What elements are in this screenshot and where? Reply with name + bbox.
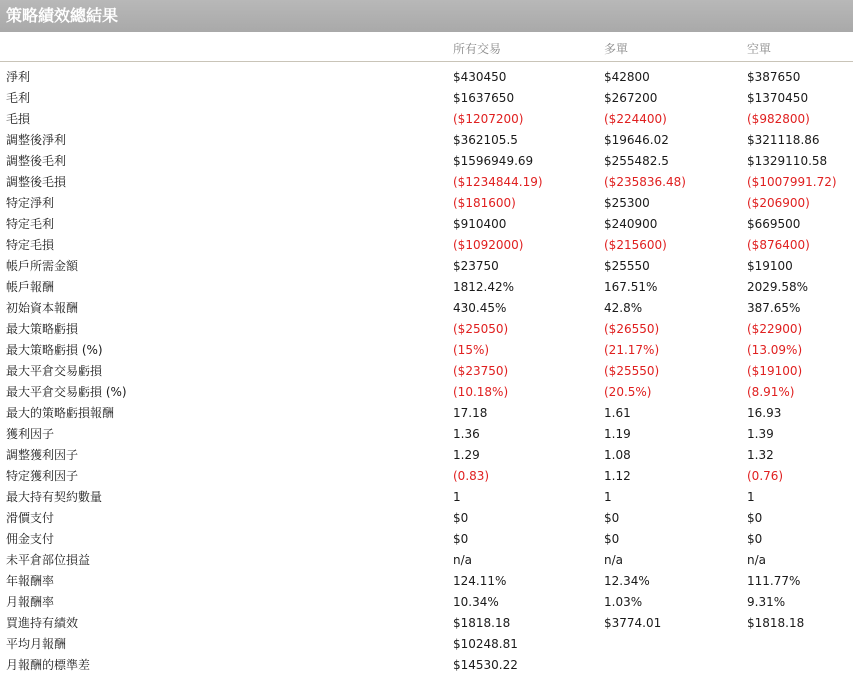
cell-short: $321118.86 — [747, 133, 820, 147]
table-row — [0, 109, 853, 130]
cell-long: (20.5%) — [604, 385, 652, 399]
table-row — [0, 382, 853, 403]
row-label: 特定毛損 — [6, 238, 55, 252]
column-header-long: 多單 — [604, 42, 629, 56]
cell-short: $0 — [747, 532, 763, 546]
cell-short: 16.93 — [747, 406, 782, 420]
cell-all-trades: $23750 — [453, 259, 499, 273]
table-row — [0, 88, 853, 109]
cell-all-trades: $362105.5 — [453, 133, 518, 147]
table-row — [0, 151, 853, 172]
cell-long: $255482.5 — [604, 154, 669, 168]
page-title: 策略績效總結果 — [6, 6, 119, 25]
table-row — [0, 634, 853, 655]
cell-all-trades: $1637650 — [453, 91, 515, 105]
cell-short: $0 — [747, 511, 763, 525]
cell-long: $0 — [604, 532, 620, 546]
row-label: 最大的策略虧損報酬 — [6, 406, 115, 420]
cell-all-trades: 1.29 — [453, 448, 480, 462]
cell-long: $240900 — [604, 217, 658, 231]
table-row — [0, 655, 853, 676]
cell-all-trades: $1818.18 — [453, 616, 511, 630]
column-header-row — [0, 32, 853, 62]
cell-all-trades: (0.83) — [453, 469, 490, 483]
row-label: 毛利 — [6, 91, 31, 105]
cell-short: 2029.58% — [747, 280, 809, 294]
table-row — [0, 277, 853, 298]
row-label: 特定獲利因子 — [6, 469, 79, 483]
row-label: 未平倉部位損益 — [6, 553, 91, 567]
cell-all-trades: $10248.81 — [453, 637, 518, 651]
table-row — [0, 508, 853, 529]
column-header-short: 空單 — [747, 42, 772, 56]
cell-long: $19646.02 — [604, 133, 669, 147]
row-label: 最大策略虧損 — [6, 322, 79, 336]
row-label: 初始資本報酬 — [6, 301, 79, 315]
row-label: 年報酬率 — [6, 574, 55, 588]
row-label: 月報酬的標準差 — [6, 658, 91, 672]
cell-short: (0.76) — [747, 469, 784, 483]
row-label: 佣金支付 — [6, 532, 55, 546]
table-row — [0, 214, 853, 235]
cell-all-trades: 17.18 — [453, 406, 488, 420]
cell-short: $19100 — [747, 259, 793, 273]
cell-long: $42800 — [604, 70, 650, 84]
cell-long: $25550 — [604, 259, 650, 273]
row-label: 調整後淨利 — [6, 133, 67, 147]
cell-all-trades: 1.36 — [453, 427, 480, 441]
cell-long: ($224400) — [604, 112, 667, 126]
cell-short: $669500 — [747, 217, 801, 231]
cell-short: 387.65% — [747, 301, 801, 315]
table-row — [0, 445, 853, 466]
cell-all-trades: $14530.22 — [453, 658, 518, 672]
table-row — [0, 340, 853, 361]
cell-long: ($235836.48) — [604, 175, 686, 189]
cell-long: $3774.01 — [604, 616, 662, 630]
performance-table — [0, 67, 853, 676]
cell-long: $0 — [604, 511, 620, 525]
cell-short: (8.91%) — [747, 385, 795, 399]
cell-long: (21.17%) — [604, 343, 660, 357]
row-label: 調整後毛利 — [6, 154, 67, 168]
cell-short: 1.32 — [747, 448, 774, 462]
row-label: 月報酬率 — [6, 595, 55, 609]
row-label: 帳戶報酬 — [6, 280, 55, 294]
row-label: 最大平倉交易虧損 — [6, 364, 103, 378]
cell-short: (13.09%) — [747, 343, 803, 357]
cell-all-trades: $1596949.69 — [453, 154, 534, 168]
cell-long: 1.19 — [604, 427, 631, 441]
row-label: 毛損 — [6, 112, 31, 126]
cell-all-trades: 430.45% — [453, 301, 507, 315]
row-label: 買進持有績效 — [6, 616, 79, 630]
table-row — [0, 235, 853, 256]
row-label: 獲利因子 — [6, 427, 55, 441]
title-bar — [0, 0, 853, 32]
cell-short: $387650 — [747, 70, 801, 84]
table-row — [0, 529, 853, 550]
cell-short: 1 — [747, 490, 755, 504]
cell-all-trades: ($1234844.19) — [453, 175, 543, 189]
cell-short: ($206900) — [747, 196, 810, 210]
cell-long: ($25550) — [604, 364, 660, 378]
table-row — [0, 319, 853, 340]
cell-long: n/a — [604, 553, 624, 567]
cell-short: ($982800) — [747, 112, 810, 126]
cell-long: 167.51% — [604, 280, 658, 294]
cell-long: ($215600) — [604, 238, 667, 252]
cell-all-trades: ($25050) — [453, 322, 509, 336]
cell-short: ($876400) — [747, 238, 810, 252]
cell-short: $1370450 — [747, 91, 809, 105]
table-row — [0, 571, 853, 592]
row-label: 最大持有契約數量 — [6, 490, 103, 504]
table-row — [0, 193, 853, 214]
cell-all-trades: $0 — [453, 532, 469, 546]
cell-short: 111.77% — [747, 574, 801, 588]
row-label: 特定毛利 — [6, 217, 55, 231]
cell-long: 12.34% — [604, 574, 650, 588]
cell-all-trades: ($23750) — [453, 364, 509, 378]
cell-short: n/a — [747, 553, 767, 567]
table-row — [0, 424, 853, 445]
table-row — [0, 361, 853, 382]
row-label: 帳戶所需金額 — [6, 259, 79, 273]
cell-long: 1 — [604, 490, 612, 504]
cell-all-trades: (10.18%) — [453, 385, 509, 399]
cell-all-trades: 1812.42% — [453, 280, 515, 294]
cell-all-trades: n/a — [453, 553, 473, 567]
row-label: 調整後毛損 — [6, 175, 67, 189]
row-label: 最大平倉交易虧損 (%) — [6, 385, 127, 399]
table-row — [0, 298, 853, 319]
row-label: 平均月報酬 — [6, 637, 67, 651]
row-label: 最大策略虧損 (%) — [6, 343, 103, 357]
cell-short: ($22900) — [747, 322, 803, 336]
cell-long: 1.12 — [604, 469, 631, 483]
cell-all-trades: ($1092000) — [453, 238, 524, 252]
cell-long: 42.8% — [604, 301, 643, 315]
table-row — [0, 613, 853, 634]
table-row — [0, 130, 853, 151]
cell-short: ($1007991.72) — [747, 175, 837, 189]
cell-long: 1.61 — [604, 406, 631, 420]
table-row — [0, 466, 853, 487]
table-row — [0, 592, 853, 613]
cell-long: $267200 — [604, 91, 658, 105]
column-header-all-trades: 所有交易 — [453, 42, 502, 56]
table-row — [0, 256, 853, 277]
cell-short: 9.31% — [747, 595, 786, 609]
cell-all-trades: $0 — [453, 511, 469, 525]
cell-long: 1.03% — [604, 595, 643, 609]
cell-long: 1.08 — [604, 448, 631, 462]
table-row — [0, 487, 853, 508]
cell-short: ($19100) — [747, 364, 803, 378]
row-label: 淨利 — [6, 70, 31, 84]
cell-short: $1818.18 — [747, 616, 805, 630]
cell-all-trades: 1 — [453, 490, 461, 504]
cell-all-trades: 124.11% — [453, 574, 507, 588]
table-row — [0, 403, 853, 424]
cell-all-trades: $910400 — [453, 217, 507, 231]
table-row — [0, 172, 853, 193]
cell-all-trades: ($181600) — [453, 196, 516, 210]
cell-all-trades: $430450 — [453, 70, 507, 84]
table-row — [0, 550, 853, 571]
table-row — [0, 67, 853, 88]
cell-all-trades: 10.34% — [453, 595, 499, 609]
cell-short: 1.39 — [747, 427, 774, 441]
row-label: 特定淨利 — [6, 196, 55, 210]
cell-long: ($26550) — [604, 322, 660, 336]
cell-long: $25300 — [604, 196, 650, 210]
cell-short: $1329110.58 — [747, 154, 828, 168]
row-label: 調整獲利因子 — [6, 448, 79, 462]
cell-all-trades: (15%) — [453, 343, 490, 357]
cell-all-trades: ($1207200) — [453, 112, 524, 126]
row-label: 滑價支付 — [6, 511, 55, 525]
